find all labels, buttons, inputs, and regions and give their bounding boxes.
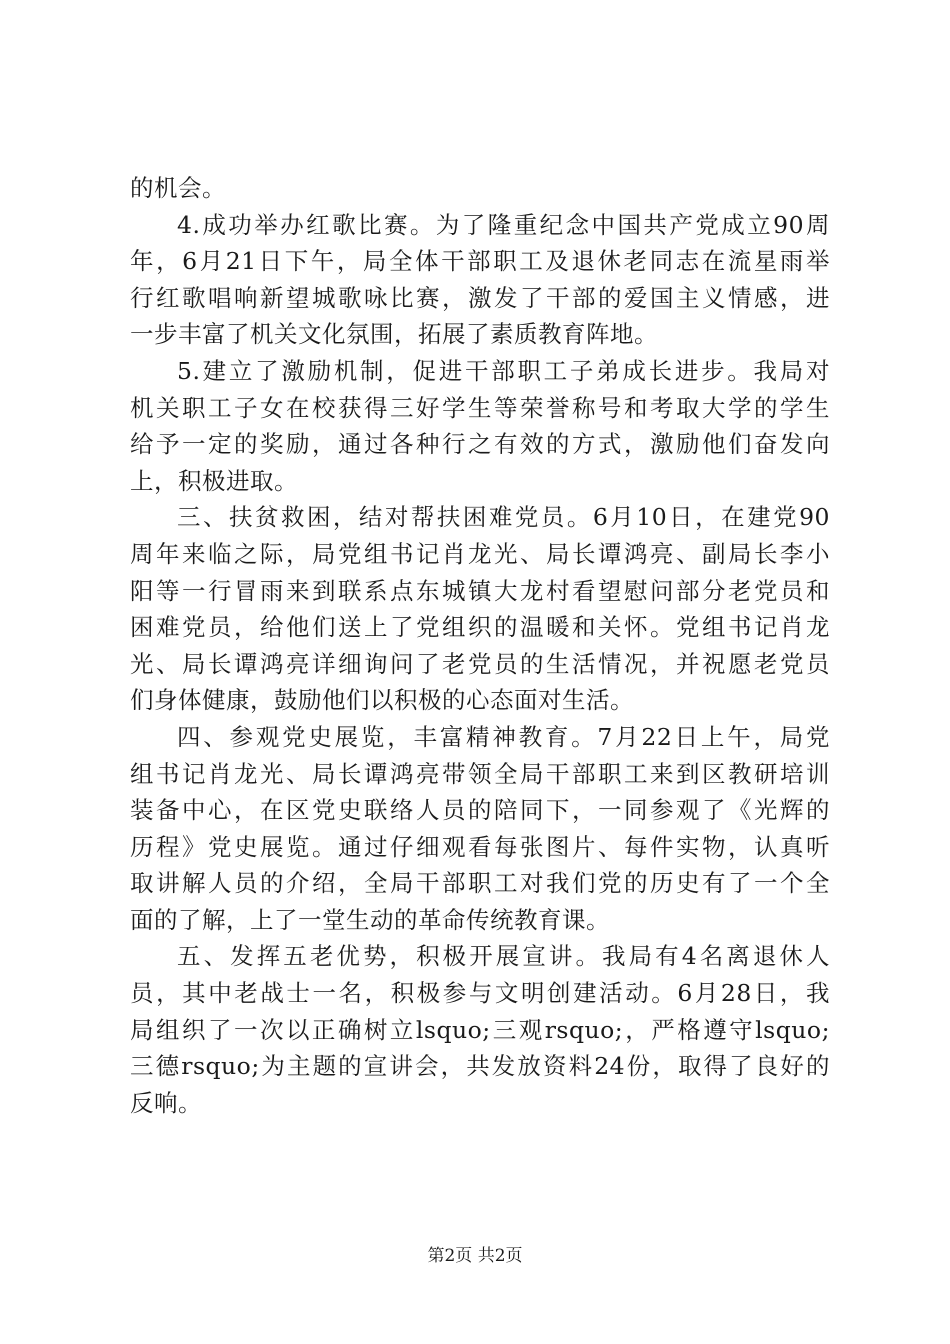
text-line: 装备中心，在区党史联络人员的陪同下，一同参观了《光辉的 — [130, 796, 830, 825]
document-body — [130, 170, 830, 1121]
text-line: 三、扶贫救困，结对帮扶困难党员。6月10日，在建党90 — [177, 503, 830, 532]
text-line: 困难党员，给他们送上了党组织的温暖和关怀。党组书记肖龙 — [130, 613, 830, 642]
text-line: 四、参观党史展览，丰富精神教育。7月22日上午，局党 — [177, 722, 830, 751]
text-line: 一步丰富了机关文化氛围，拓展了素质教育阵地。 — [130, 320, 658, 349]
text-line: 五、发挥五老优势，积极开展宣讲。我局有4名离退休人 — [177, 942, 830, 971]
text-line: 们身体健康，鼓励他们以积极的心态面对生活。 — [130, 686, 634, 715]
text-line: 面的了解，上了一堂生动的革命传统教育课。 — [130, 905, 610, 934]
text-line: 的机会。 — [130, 174, 226, 202]
text-line: 行红歌唱响新望城歌咏比赛，激发了干部的爱国主义情感，进 — [130, 283, 830, 312]
text-line: 反响。 — [130, 1088, 202, 1117]
text-line: 取讲解人员的介绍，全局干部职工对我们党的历史有了一个全 — [130, 869, 830, 898]
text-line: 员，其中老战士一名，积极参与文明创建活动。6月28日，我 — [130, 979, 830, 1008]
text-line: 年，6月21日下午，局全体干部职工及退休老同志在流星雨举 — [130, 247, 830, 276]
text-line: 机关职工子女在校获得三好学生等荣誉称号和考取大学的学生 — [130, 393, 830, 422]
text-line: 历程》党史展览。通过仔细观看每张图片、每件实物，认真听 — [130, 832, 830, 861]
text-line: 周年来临之际，局党组书记肖龙光、局长谭鸿亮、副局长李小 — [130, 539, 830, 568]
text-line: 给予一定的奖励，通过各种行之有效的方式，激励他们奋发向 — [130, 430, 830, 459]
text-line: 组书记肖龙光、局长谭鸿亮带领全局干部职工来到区教研培训 — [130, 759, 830, 788]
text-line: 光、局长谭鸿亮详细询问了老党员的生活情况，并祝愿老党员 — [130, 649, 830, 678]
text-line: 4.成功举办红歌比赛。为了隆重纪念中国共产党成立90周 — [177, 210, 830, 239]
text-line: 5.建立了激励机制，促进干部职工子弟成长进步。我局对 — [177, 356, 830, 385]
text-line: 局组织了一次以正确树立lsquo;三观rsquo;，严格遵守lsquo; — [130, 1015, 830, 1044]
page-footer: 第2页 共2页 — [427, 1246, 523, 1266]
text-line: 三德rsquo;为主题的宣讲会，共发放资料24份，取得了良好的 — [130, 1052, 830, 1081]
text-line: 上，积极进取。 — [130, 466, 298, 495]
text-line: 阳等一行冒雨来到联系点东城镇大龙村看望慰问部分老党员和 — [130, 576, 830, 605]
